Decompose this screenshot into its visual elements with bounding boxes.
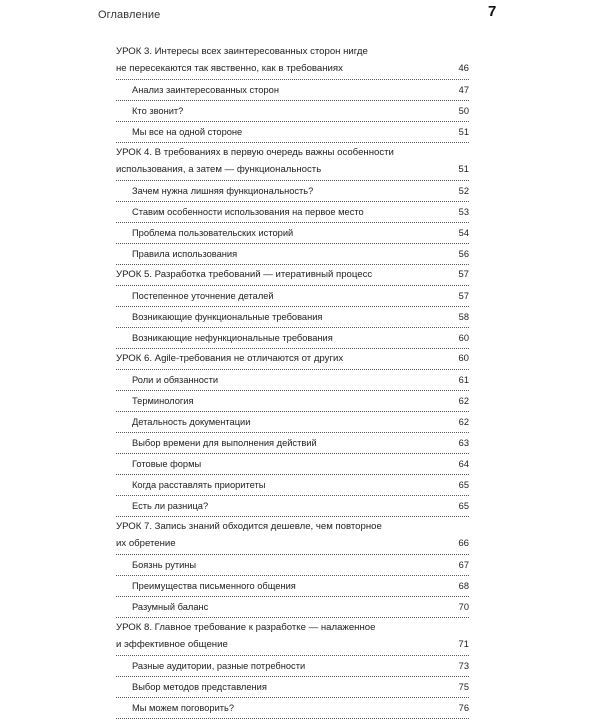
toc-subsection-title: Разумный баланс [132,602,209,612]
toc-subsection-title: Зачем нужна лишняя функциональность? [132,186,314,196]
toc-lesson-title-line: использования, а затем — функциональность [116,164,322,175]
dotted-divider [116,718,469,719]
toc-subsection-title: Преимущества письменного общения [132,581,296,591]
toc-subsection-title: Ставим особенности использования на первое место [132,207,364,217]
dotted-divider [116,327,469,328]
toc-subsection[interactable] [116,601,469,613]
toc-lesson-title-line: УРОК 3. Интересы всех заинтересованных сторон нигде [116,46,368,57]
running-header-title: Оглавление [98,9,161,21]
toc-lesson-heading[interactable] [116,622,469,651]
toc-lesson-title-line: их обретение [116,538,176,549]
toc-subsection[interactable] [116,374,469,386]
toc-page-number: 70 [458,602,469,612]
dotted-divider [116,676,469,677]
toc-subsection[interactable] [116,395,469,407]
dotted-divider [116,453,469,454]
dotted-divider [116,142,469,143]
toc-page-number: 73 [458,661,469,671]
toc-lesson-heading[interactable] [116,46,469,75]
dotted-divider [116,516,469,517]
toc-subsection-title: Готовые формы [132,459,202,469]
toc-lesson-heading[interactable] [116,353,469,365]
toc-subsection[interactable] [116,84,469,96]
toc-subsection[interactable] [116,290,469,302]
toc-page-number: 64 [458,459,469,469]
dotted-divider [116,369,469,370]
toc-lesson [116,353,469,517]
toc-subsection-title: Когда расставлять приоритеты [132,480,266,490]
toc-subsection-title: Выбор времени для выполнения действий [132,438,317,448]
dotted-divider [116,264,469,265]
toc-lesson [116,521,469,618]
toc-subsection[interactable] [116,458,469,470]
toc-page-number: 76 [458,703,469,713]
dotted-divider [116,390,469,391]
dotted-divider [116,180,469,181]
toc-subsection[interactable] [116,479,469,491]
toc-page-number: 46 [458,63,469,74]
table-of-contents [116,46,469,723]
toc-subsection-title: Анализ заинтересованных сторон [132,85,279,95]
toc-page-number: 52 [458,186,469,196]
toc-subsection[interactable] [116,580,469,592]
toc-subsection-title: Постепенное уточнение деталей [132,291,274,301]
toc-page-number: 62 [458,396,469,406]
toc-subsection-title: Правила использования [132,249,238,259]
toc-page-number: 67 [458,560,469,570]
dotted-divider [116,285,469,286]
toc-page-number: 61 [458,375,469,385]
toc-lesson-title-line: УРОК 8. Главное требование к разработке — налаженное [116,622,376,633]
dotted-divider [116,575,469,576]
dotted-divider [116,222,469,223]
toc-lesson-heading[interactable] [116,521,469,550]
toc-lesson-title-line: УРОК 5. Разработка требований — итеративный процесс [116,269,373,280]
toc-subsection[interactable] [116,416,469,428]
toc-subsection[interactable] [116,660,469,672]
toc-page-number: 51 [458,164,469,175]
toc-page-number: 75 [458,682,469,692]
toc-page-number: 66 [458,538,469,549]
dotted-divider [116,655,469,656]
dotted-divider [116,201,469,202]
toc-subsection[interactable] [116,559,469,571]
toc-page-number: 65 [458,480,469,490]
dotted-divider [116,617,469,618]
toc-lesson-title-line: УРОК 4. В требованиях в первую очередь важны особенности [116,147,394,158]
toc-lesson-title-line: не пересекаются так явственно, как в требованиях [116,63,343,74]
toc-page-number: 62 [458,417,469,427]
toc-lesson-heading[interactable] [116,147,469,176]
toc-lesson-title-line: УРОК 7. Запись знаний обходится дешевле, чем повторное [116,521,382,532]
toc-page-number: 50 [458,106,469,116]
toc-page-number: 63 [458,438,469,448]
toc-subsection-title: Есть ли разница? [132,501,209,511]
toc-subsection-title: Возникающие нефункциональные требования [132,333,333,343]
dotted-divider [116,306,469,307]
toc-subsection[interactable] [116,105,469,117]
dotted-divider [116,432,469,433]
toc-subsection-title: Терминология [132,396,194,406]
toc-subsection[interactable] [116,702,469,714]
toc-page-number: 56 [458,249,469,259]
toc-subsection[interactable] [116,332,469,344]
toc-lesson-heading[interactable] [116,269,469,281]
toc-page-number: 65 [458,501,469,511]
toc-subsection-title: Мы можем поговорить? [132,703,235,713]
toc-subsection-title: Возникающие функциональные требования [132,312,323,322]
toc-page-number: 58 [458,312,469,322]
dotted-divider [116,79,469,80]
toc-page-number: 51 [458,127,469,137]
toc-page-number: 47 [458,85,469,95]
toc-page-number: 54 [458,228,469,238]
toc-subsection[interactable] [116,126,469,138]
toc-subsection-title: Проблема пользовательских историй [132,228,294,238]
toc-subsection[interactable] [116,248,469,260]
dotted-divider [116,495,469,496]
dotted-divider [116,596,469,597]
toc-subsection[interactable] [116,437,469,449]
toc-subsection-title: Детальность документации [132,417,251,427]
toc-subsection[interactable] [116,500,469,512]
toc-lesson [116,269,469,349]
toc-subsection[interactable] [116,681,469,693]
toc-page-number: 53 [458,207,469,217]
toc-page-number: 57 [458,291,469,301]
dotted-divider [116,121,469,122]
toc-lesson [116,622,469,719]
toc-subsection-title: Боязнь рутины [132,560,197,570]
toc-lesson-title-line: и эффективное общение [116,639,228,650]
toc-lesson [116,46,469,143]
page-header [0,0,600,30]
toc-page-number: 60 [458,333,469,343]
toc-subsection-title: Разные аудитории, разные потребности [132,661,306,671]
dotted-divider [116,348,469,349]
toc-subsection-title: Роли и обязанности [132,375,219,385]
dotted-divider [116,474,469,475]
dotted-divider [116,411,469,412]
toc-subsection[interactable] [116,227,469,239]
toc-page-number: 71 [458,639,469,650]
toc-subsection-title: Кто звонит? [132,106,184,116]
page-number: 7 [488,3,497,20]
toc-page-number: 68 [458,581,469,591]
dotted-divider [116,243,469,244]
toc-subsection-title: Выбор методов представления [132,682,267,692]
dotted-divider [116,100,469,101]
toc-subsection[interactable] [116,206,469,218]
toc-subsection-title: Мы все на одной стороне [132,127,243,137]
toc-lesson [116,147,469,265]
toc-subsection[interactable] [116,185,469,197]
dotted-divider [116,697,469,698]
toc-page-number: 60 [458,353,469,364]
toc-page-number: 57 [458,269,469,280]
toc-lesson-title-line: УРОК 6. Agile-требования не отличаются от других [116,353,344,364]
toc-subsection[interactable] [116,311,469,323]
dotted-divider [116,554,469,555]
